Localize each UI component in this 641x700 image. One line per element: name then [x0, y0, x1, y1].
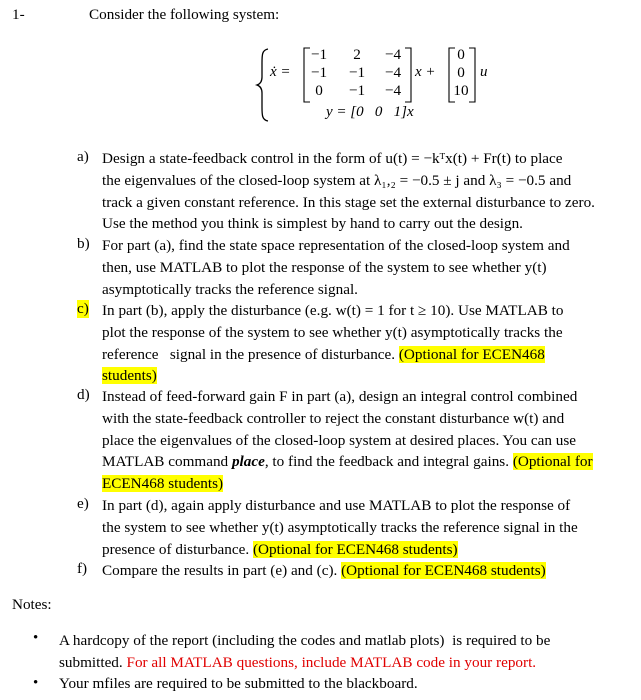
part-b-line: then, use MATLAB to plot the response of the system to see whether y(t)	[102, 258, 547, 276]
matrix-a-cell: −1	[310, 46, 328, 63]
part-c-line	[102, 344, 624, 366]
curly-brace	[255, 47, 271, 123]
part-c	[102, 300, 624, 387]
matrix-a-cell: 2	[353, 46, 361, 63]
part-d-optional-cont: ECEN468 students)	[102, 475, 224, 493]
part-c-optional: (Optional for ECEN468	[398, 345, 545, 363]
note-1-red: For all MATLAB questions, include MATLAB code in your report.	[126, 654, 537, 671]
vector-b-right-bracket	[468, 47, 476, 103]
matrix-a-right-bracket	[404, 47, 412, 103]
part-e-label: e)	[77, 495, 89, 512]
part-e-line	[102, 539, 624, 561]
part-b-label: b)	[77, 235, 90, 252]
notes-heading: Notes:	[12, 596, 52, 613]
part-d-text: , to find the feedback and integral gains.	[264, 453, 510, 471]
part-e-optional: (Optional for ECEN468 students)	[252, 540, 458, 558]
vector-b-cell: 10	[453, 82, 469, 99]
matrix-a-cell: −4	[384, 64, 402, 81]
part-c-label: c)	[77, 300, 89, 317]
part-a-line: Design a state-feedback control in the form of u(t) = −kᵀx(t) + Fr(t) to place	[102, 150, 563, 167]
part-a-label: a)	[77, 148, 89, 165]
matrix-a-cell: −1	[348, 82, 366, 99]
part-d-line	[102, 451, 624, 473]
matrix-a-cell: −4	[384, 82, 402, 99]
part-b-line: asymptotically tracks the reference signal.	[102, 280, 358, 298]
matrix-a-cell: −1	[310, 64, 328, 81]
part-d-line: Instead of feed-forward gain F in part (a), design an integral control combined	[102, 388, 578, 405]
problem-number: 1-	[12, 6, 25, 23]
part-c-text: reference signal in the presence of disturbance.	[102, 345, 396, 363]
note-1-line: A hardcopy of the report (including the codes and matlab plots) is required to be	[59, 632, 551, 649]
output-equation: y = [0 0 1]x	[326, 104, 414, 120]
part-a	[102, 148, 624, 235]
part-a-line: the eigenvalues of the closed-loop system at λ₁,₂ = −0.5 ± j and λ₃ = −0.5 and	[102, 171, 572, 189]
part-c-line: In part (b), apply the disturbance (e.g. w(t) = 1 for t ≥ 10). Use MATLAB to	[102, 302, 564, 319]
u-symbol: u	[480, 64, 488, 80]
note-1-text: submitted.	[59, 654, 123, 671]
part-a-line: track a given constant reference. In this stage set the external disturbance to zero.	[102, 193, 595, 211]
part-c-line: plot the response of the system to see whether y(t) asymptotically tracks the	[102, 323, 563, 341]
part-e-text: presence of disturbance.	[102, 540, 250, 558]
part-e-line: In part (d), again apply disturbance and use MATLAB to plot the response of	[102, 497, 571, 514]
part-d	[102, 386, 624, 495]
problem-intro: Consider the following system:	[89, 6, 280, 23]
note-1-line	[59, 652, 625, 674]
x-plus: x +	[415, 64, 436, 80]
note-2: Your mfiles are required to be submitted to the blackboard.	[59, 675, 418, 692]
part-b	[102, 235, 624, 300]
part-d-line: place the eigenvalues of the closed-loop system at desired places. You can use	[102, 431, 577, 449]
part-c-optional-cont: students)	[102, 367, 157, 385]
xdot-lhs: ẋ =	[270, 64, 291, 80]
part-d-label: d)	[77, 386, 90, 403]
part-f-text: Compare the results in part (e) and (c).	[102, 562, 338, 579]
matrix-a-cell: −4	[384, 46, 402, 63]
part-f	[102, 560, 624, 582]
bullet-icon: •	[33, 675, 39, 691]
part-f-label: f)	[77, 560, 88, 577]
part-e-line: the system to see whether y(t) asymptotically tracks the reference signal in the	[102, 518, 578, 536]
vector-b-cell: 0	[457, 46, 465, 63]
matrix-a-cell: 0	[315, 82, 323, 99]
matrix-a-cell: −1	[348, 64, 366, 81]
part-d-line: with the state-feedback controller to reject the constant disturbance w(t) and	[102, 409, 565, 427]
part-a-line: Use the method you think is simplest by hand to carry out the design.	[102, 215, 523, 233]
place-command: place	[231, 453, 265, 471]
part-d-optional: (Optional for	[512, 453, 593, 471]
part-d-text: MATLAB command	[102, 453, 232, 471]
part-b-line: For part (a), find the state space representation of the closed-loop system and	[102, 237, 570, 254]
note-1	[59, 630, 625, 674]
part-f-optional: (Optional for ECEN468 students)	[341, 562, 546, 579]
bullet-icon: •	[33, 630, 39, 646]
part-e	[102, 495, 624, 560]
vector-b-cell: 0	[457, 64, 465, 81]
